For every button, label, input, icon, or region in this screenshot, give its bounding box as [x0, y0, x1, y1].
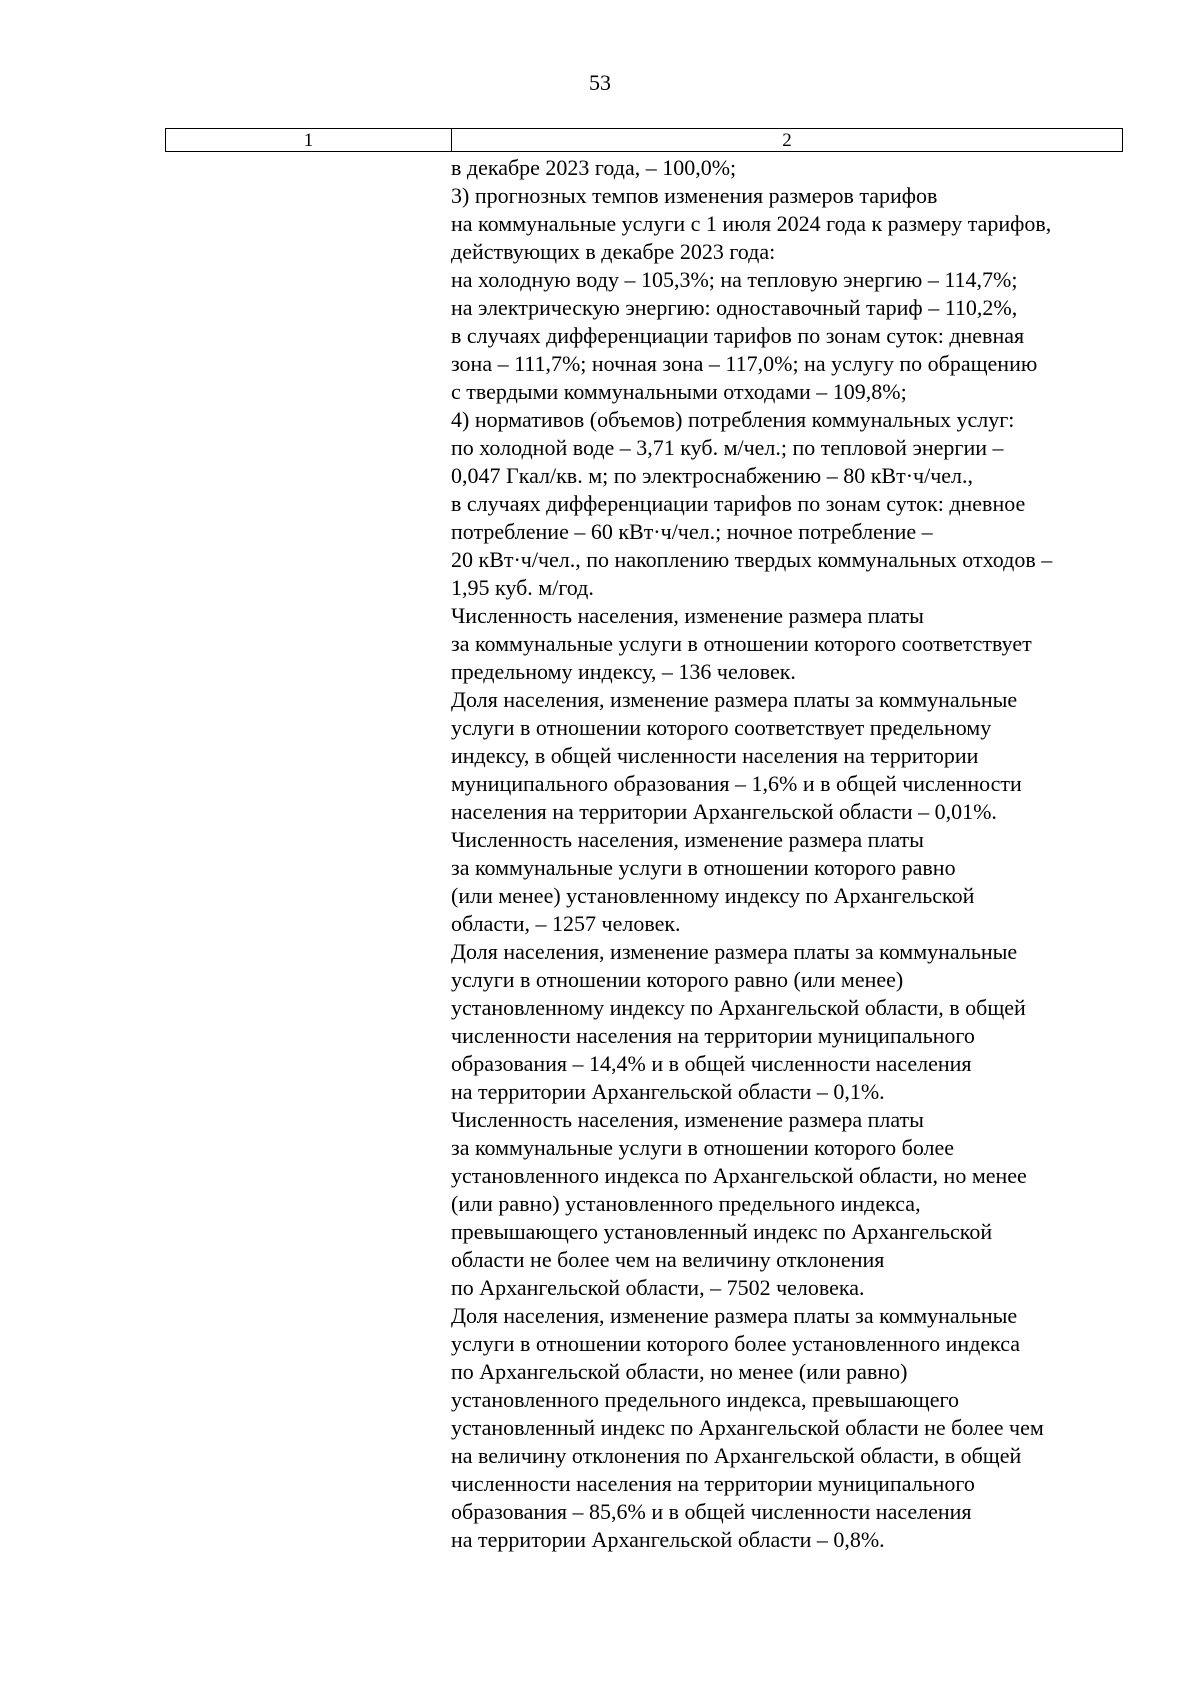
- text-line: за коммунальные услуги в отношении которого равно: [451, 855, 956, 880]
- text-line: на территории Архангельской области – 0,1%.: [451, 1079, 885, 1104]
- text-line: муниципального образования – 1,6% и в общей численности: [451, 771, 1022, 796]
- text-line: образования – 85,6% и в общей численности населения: [451, 1499, 972, 1524]
- text-line: с твердыми коммунальными отходами – 109,8%;: [451, 379, 907, 404]
- text-line: численности населения на территории муниципального: [451, 1471, 975, 1496]
- document-body: [451, 154, 1136, 1554]
- page-number: 53: [589, 70, 611, 95]
- text-line: установленному индексу по Архангельской области, в общей: [451, 995, 1026, 1020]
- text-line: услуги в отношении которого равно (или менее): [451, 967, 904, 992]
- table-header-col2: 2: [452, 129, 1123, 152]
- text-line: потребление – 60 кВт·ч/чел.; ночное потребление –: [451, 519, 933, 544]
- text-line: индексу, в общей численности населения на территории: [451, 743, 979, 768]
- text-line: на холодную воду – 105,3%; на тепловую энергию – 114,7%;: [451, 267, 1018, 292]
- text-line: на величину отклонения по Архангельской области, в общей: [451, 1443, 1022, 1468]
- table-header-col1: 1: [166, 129, 452, 152]
- text-line: Численность населения, изменение размера платы: [451, 603, 924, 628]
- text-line: (или равно) установленного предельного индекса,: [451, 1191, 921, 1216]
- text-line: зона – 111,7%; ночная зона – 117,0%; на услугу по обращению: [451, 351, 1038, 376]
- text-line: (или менее) установленному индексу по Архангельской: [451, 883, 975, 908]
- text-line: 0,047 Гкал/кв. м; по электроснабжению – 80 кВт·ч/чел.,: [451, 463, 974, 488]
- text-line: в случаях дифференциации тарифов по зонам суток: дневная: [451, 323, 1025, 348]
- text-line: услуги в отношении которого более установленного индекса: [451, 1331, 1021, 1356]
- text-line: установленный индекс по Архангельской области не более чем: [451, 1415, 1044, 1440]
- text-line: 3) прогнозных темпов изменения размеров тарифов: [451, 183, 938, 208]
- text-line: в декабре 2023 года, – 100,0%;: [451, 155, 737, 180]
- text-line: численности населения на территории муниципального: [451, 1023, 975, 1048]
- text-line: по Архангельской области, но менее (или равно): [451, 1359, 908, 1384]
- text-line: на коммунальные услуги с 1 июля 2024 года к размеру тарифов,: [451, 211, 1052, 236]
- text-line: услуги в отношении которого соответствует предельному: [451, 715, 992, 740]
- text-line: в случаях дифференциации тарифов по зонам суток: дневное: [451, 491, 1026, 516]
- text-line: Численность населения, изменение размера платы: [451, 1107, 924, 1132]
- text-line: Численность населения, изменение размера платы: [451, 827, 924, 852]
- text-line: за коммунальные услуги в отношении которого соответствует: [451, 631, 1032, 656]
- table-header: [165, 128, 1123, 152]
- text-line: предельному индексу, – 136 человек.: [451, 659, 796, 684]
- text-line: 1,95 куб. м/год.: [451, 575, 594, 600]
- text-line: действующих в декабре 2023 года:: [451, 239, 776, 264]
- text-line: на территории Архангельской области – 0,8%.: [451, 1527, 885, 1552]
- text-line: превышающего установленный индекс по Архангельской: [451, 1219, 993, 1244]
- text-line: на электрическую энергию: одноставочный тариф – 110,2%,: [451, 295, 1018, 320]
- text-line: области не более чем на величину отклонения: [451, 1247, 885, 1272]
- text-line: 4) нормативов (объемов) потребления коммунальных услуг:: [451, 407, 1015, 432]
- text-line: Доля населения, изменение размера платы за коммунальные: [451, 939, 1018, 964]
- text-line: Доля населения, изменение размера платы за коммунальные: [451, 687, 1018, 712]
- text-line: Доля населения, изменение размера платы за коммунальные: [451, 1303, 1018, 1328]
- text-line: 20 кВт·ч/чел., по накоплению твердых коммунальных отходов –: [451, 547, 1053, 572]
- text-line: установленного индекса по Архангельской области, но менее: [451, 1163, 1027, 1188]
- text-line: за коммунальные услуги в отношении которого более: [451, 1135, 955, 1160]
- text-line: по холодной воде – 3,71 куб. м/чел.; по тепловой энергии –: [451, 435, 1004, 460]
- text-line: населения на территории Архангельской области – 0,01%.: [451, 799, 997, 824]
- text-line: области, – 1257 человек.: [451, 911, 681, 936]
- text-line: образования – 14,4% и в общей численности населения: [451, 1051, 972, 1076]
- text-line: установленного предельного индекса, превышающего: [451, 1387, 959, 1412]
- text-line: по Архангельской области, – 7502 человека.: [451, 1275, 865, 1300]
